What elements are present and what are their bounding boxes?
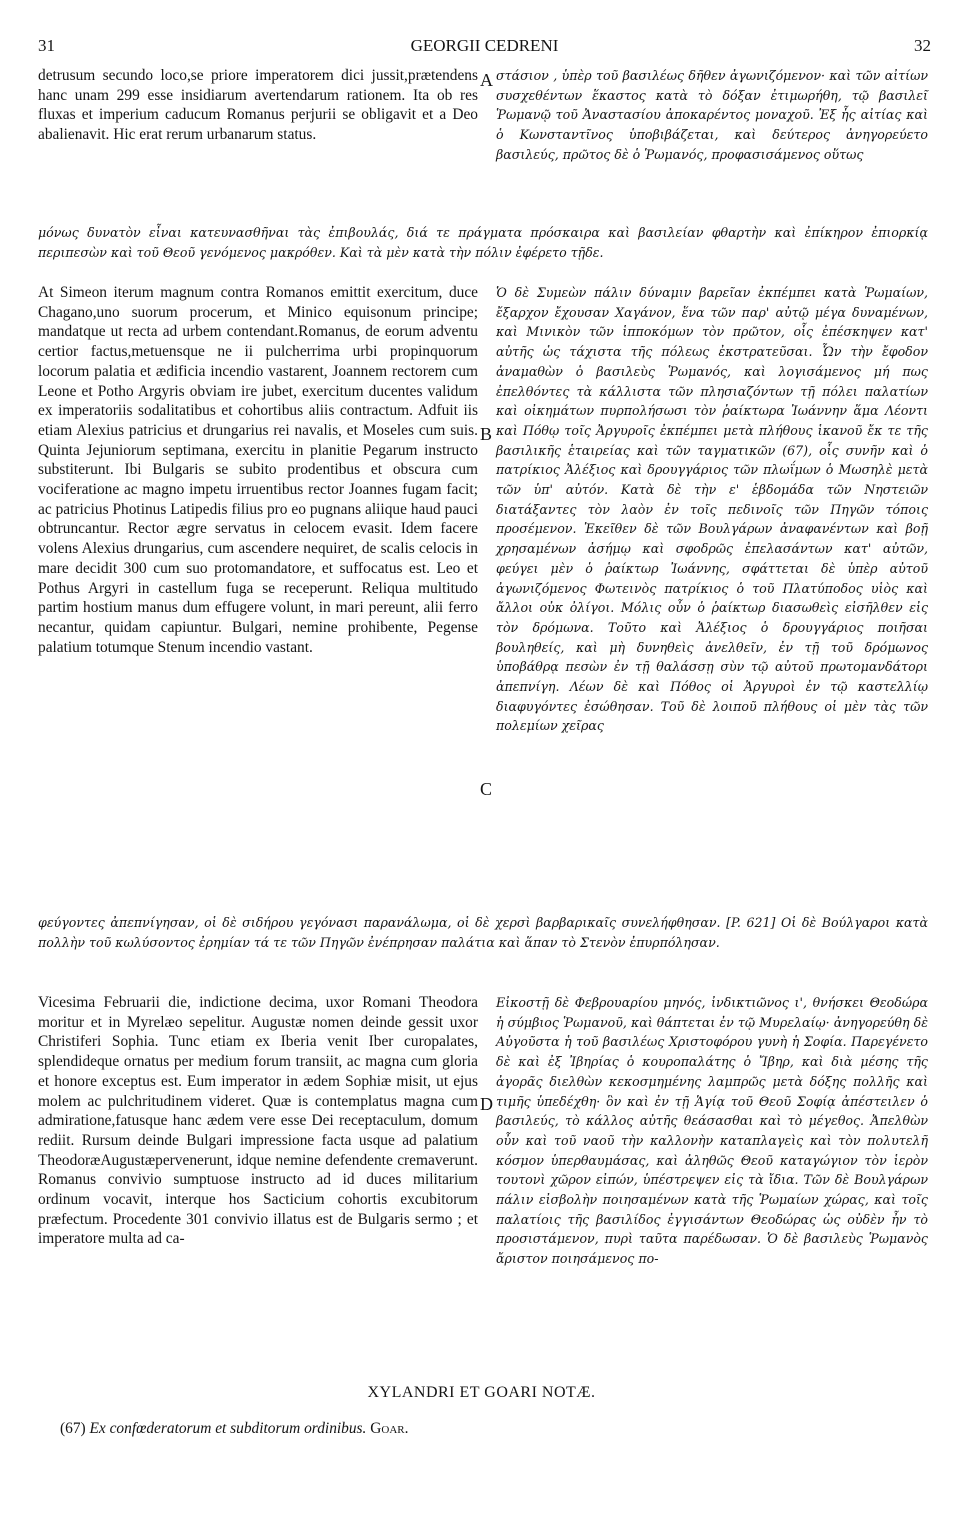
greek-paragraph: στάσιον , ὑπὲρ τοῦ βασιλέως δῆθεν ἀγωνιζόμενον· καὶ τῶν αἰτίων συσχεθέντων ἕκαστος κατὰ τὸ δόξαν ἐτιμωρήθη, τῷ βασιλεῖ Ῥωμανῷ τοῦ Ἀναστασίου ἀποκαρέντος μοναχοῦ. Ἐξ ἧς αἰτίας καὶ ὁ Κωνσταντῖνος ὑποβιβάζεται, καὶ δεύτερος ἀνηγορεύετο βασιλεύς, πρῶτος δὲ ὁ Ῥωμανός, προφασισάμενος οὕτως	[496, 68, 928, 162]
running-header	[38, 36, 931, 58]
greek-column-block-2	[496, 283, 928, 736]
notes-heading: XYLANDRI ET GOARI NOTÆ.	[367, 1384, 596, 1401]
margin-letter-b: B	[480, 424, 493, 444]
latin-paragraph: detrusum secundo loco,se priore imperatorem dici jussit,prætendens hanc unam 299 esse insidiarum avertendarum rationem. Ita ob res fluxas et imperium caducum Romanus perjurii se obligavit et a Deo abalienavit. Hic erat rerum urbanarum status.	[38, 67, 478, 144]
greek-paragraph: μόνως δυνατὸν εἶναι κατευνασθῆναι τὰς ἐπιβουλάς, διά τε πράγματα πρόσκαιρα καὶ βασιλείαν φθαρτὴν καὶ ἐπίκηρον ἐπιορκίᾳ περιπεσὼν καὶ τοῦ Θεοῦ γενόμενος μακρόθεν. Καὶ τὰ μὲν κατὰ τὴν πόλιν ἐφέρετο τῇδε.	[38, 225, 928, 260]
greek-full-width-block-1	[38, 223, 928, 262]
latin-column-block-3	[38, 993, 478, 1249]
greek-paragraph: φεύγοντες ἀπεπνίγησαν, οἱ δὲ σιδήρου γεγόνασι παρανάλωμα, οἱ δὲ χερσὶ βαρβαρικαῖς συνελήφθησαν. [P. 621] Οἱ δὲ Βούλγαροι κατὰ πολλὴν τοῦ κωλύσοντος ἐρημίαν τά τε τῶν Πηγῶν ἐνέπρησαν παλάτια καὶ ἅπαν τὸ Στενὸν ἐπυρπόλησαν.	[38, 915, 928, 950]
greek-full-width-block-2	[38, 913, 928, 952]
margin-letter-a: A	[480, 70, 493, 90]
latin-paragraph: At Simeon iterum magnum contra Romanos emittit exercitum, duce Chagano,uno suorum procerum, et Minico equisonum principe; mandatque ut recta ad urbem contendant.Romanus, de eorum adventu certior factus,metuensque ne ii pulcherrima urbi propinquorum locorum palatia et ædificia incendio vastarent, Joannem rectorem cum Leone et Potho Argyris obviam ire jubet, exercitum ducentes validum ex imperatoriis sodalitatibus et cohortibus aliis contractum. Adfuit iis etiam Alexius patricius et drungarius rei navalis, et Moseles cum suis. Quinta Jejuniorum septimana, exercitu in planitie Pegarum instructo substiterunt. Ibi Bulgaris se subito prodentibus et obscura cum vociferatione ac magno impetu irruentibus rector Joannes fugam facit; ac patricius Photinus Latipedis filius pro eo pugnans aliique haud pauci obtruncantur. Rector ægre servatus in celocem evasit. Idem facere volens Alexius drungarius, cum ascendere nequiret, de scalis celocis in mare decidit 300 cum suo protomandatore, et suffocatus est. Leo et Pothus Argyri in castellum fuga se receperunt. Reliqua multitudo partim hostium manus dum effugere volunt, in mari pereunt, alii ferro necantur, quidam capiuntur. Bulgari, nemine prohibente, Pegense palatium totumque Stenum incendio vastant.	[38, 284, 478, 656]
margin-letter-c: C	[480, 779, 493, 799]
latin-paragraph: Vicesima Februarii die, indictione decima, uxor Romani Theodora moritur et in Myrelæo sepelitur. Augustæ nomen deinde gessit uxor Christiferi Sophia. Tunc etiam ex Iberia venit Iber curopalates, splendideque ornatus per medium forum transiit, ac magna cum gloria et honore exceptus est. Eum imperator in ædem Sophiæ misit, ut ejus molem ac pulchritudinem videret. Quæ is contemplatus magna cum admiratione,fatusque hanc ædem vere esse Dei receptaculum, domum rediit. Rursum deinde Bulgari impressione facta usque ad palatium TheodoræAugustæpervenerunt, idque nemine defendente cremaverunt. Romanus convivio sumptuose instructo ad id duces militarium ordinum vocavit, interque hos Sacticium cohortis excubitorum præfectum. Procedente 301 convivio illatus est de Bulgaris sermo ; et imperatore multa ad ca-	[38, 994, 478, 1248]
latin-column-block-1	[38, 66, 478, 145]
footnote-text: Ex confœderatorum et subditorum ordinibus.	[89, 1420, 367, 1437]
greek-paragraph: Εἰκοστῇ δὲ Φεβρουαρίου μηνός, ἰνδικτιῶνος ι', θνήσκει Θεοδώρα ἡ σύμβιος Ῥωμανοῦ, καὶ θάπτεται ἐν τῷ Μυρελαίῳ· ἀνηγορεύθη δὲ Αὐγοῦστα ἡ τοῦ βασιλέως Χριστοφόρου γυνὴ ἡ Σοφία. Παρεγένετο δὲ καὶ ἐξ Ἰβηρίας ὁ κουροπαλάτης ὁ Ἴβηρ, καὶ διὰ μέσης τῆς ἀγορᾶς διελθὼν κεκοσμημένης λαμπρῶς μετὰ δόξης πολλῆς καὶ τιμῆς ὑπεδέχθη· ὃν καὶ ἐν τῇ Ἁγίᾳ τοῦ Θεοῦ Σοφίᾳ ἀπέστειλεν ὁ βασιλεύς, τὸ κάλλος αὐτῆς θεάσασθαι καὶ τὸ μέγεθος. Ἀπελθὼν οὖν καὶ τοῦ ναοῦ τὴν καλλονὴν καταπλαγεὶς καὶ τὸν πολυτελῆ κόσμον ὑπερθαυμάσας, καὶ ἀληθῶς Θεοῦ καταγώγιον τὸν ἱερὸν τουτονὶ χῶρον εἰπών, ὑπέστρεψεν εἰς τὰ ἴδια. Τῶν δὲ Βουλγάρων πάλιν εἰσβολὴν ποιησαμένων κατὰ τῆς Ῥωμαίων χώρας, καὶ τοῖς παλατίοις τῆς βασιλίδος ἐγγισάντων Θεοδώρας ὡς οὐδὲν ἦν τὸ προσιστάμενον, πυρὶ ταῦτα παρέδωσαν. Ὁ δὲ βασιλεὺς Ῥωμανὸς ἄριστον ποιησάμενος πο-	[496, 995, 928, 1267]
footnote-number: (67)	[60, 1420, 86, 1437]
right-page-number: 32	[914, 36, 931, 55]
left-page-number: 31	[38, 36, 55, 55]
latin-column-block-2	[38, 283, 478, 657]
greek-column-block-1	[496, 66, 928, 165]
running-title: GEORGII CEDRENI	[410, 36, 559, 55]
greek-column-block-3	[496, 993, 928, 1269]
margin-letter-d: D	[480, 1094, 493, 1114]
greek-paragraph: Ὁ δὲ Συμεὼν πάλιν δύναμιν βαρεῖαν ἐκπέμπει κατὰ Ῥωμαίων, ἔξαρχον ἔχουσαν Χαγάνον, ἕνα τῶν παρ' αὐτῷ μέγα δυναμένων, καὶ Μινικὸν τῶν ἱπποκόμων τὸν πρῶτον, οἷς ἐπέσκηψεν κατ' αὐτῆς ὡς τάχιστα τῆς πόλεως ἐκστρατεῦσαι. Ὧν τὴν ἔφοδον ἀναμαθὼν ὁ βασιλεὺς Ῥωμανός, καὶ λογισάμενος μή πως ἐπελθόντες τὰ κάλλιστα τῶν πλησιαζόντων τῇ πόλει παλατίων καὶ οἰκημάτων πυρπολήσωσι τὸν ῥαίκτωρα Ἰωάννην ἅμα Λέοντι καὶ Πόθῳ τοῖς Ἀργυροῖς ἐκπέμπει μετὰ πλήθους ἱκανοῦ ἔκ τε τῆς βασιλικῆς ἑταιρείας καὶ τῶν ταγματικῶν (67), οἷς συνῆν καὶ ὁ πατρίκιος Ἀλέξιος καὶ δρουγγάριος τῶν πλωΐμων ὁ Μωσηλὲ μετὰ τῶν ὑπ' αὐτόν. Κατὰ δὲ τὴν ε' ἑβδομάδα τῶν Νηστειῶν διατάξαντες τὸν λαὸν ἐν τοῖς πεδινοῖς τῶν Πηγῶν τόποις προσέμενον. Ἐκεῖθεν δὲ τῶν Βουλγάρων ἀναφανέντων καὶ βοῇ χρησαμένων ἀσήμῳ καὶ σφοδρῶς ἐπελασάντων κατ' αὐτῶν, φεύγει μὲν ὁ ῥαίκτωρ Ἰωάννης, σφάττεται δὲ ὑπὲρ αὐτοῦ ἀγωνιζόμενος Φωτεινὸς πατρίκιος ὁ τοῦ Πλατύποδος υἱὸς καὶ ἄλλοι οὐκ ὀλίγοι. Μόλις οὖν ὁ ῥαίκτωρ διασωθεὶς εἰσῆλθεν εἰς τὸν δρόμωνα. Τοῦτο καὶ Ἀλέξιος ὁ δρουγγάριος ποιῆσαι βουληθείς, καὶ μὴ δυνηθεὶς ἀνελθεῖν, ἐν τῇ τοῦ δρόμωνος ὑποβάθρᾳ πεσὼν ἐν τῇ θαλάσσῃ σὺν τῷ αὐτοῦ πρωτομανδάτορι ἀπεπνίγη. Λέων δὲ καὶ Πόθος οἱ Ἀργυροὶ ἐν τῷ καστελλίῳ διαφυγόντες ἐσώθησαν. Τοῦ δὲ λοιποῦ πλήθους οἱ μὲν τὰς τῶν πολεμίων χεῖρας	[496, 285, 928, 734]
footnote	[60, 1420, 920, 1438]
footnote-author: Goar.	[370, 1420, 409, 1437]
